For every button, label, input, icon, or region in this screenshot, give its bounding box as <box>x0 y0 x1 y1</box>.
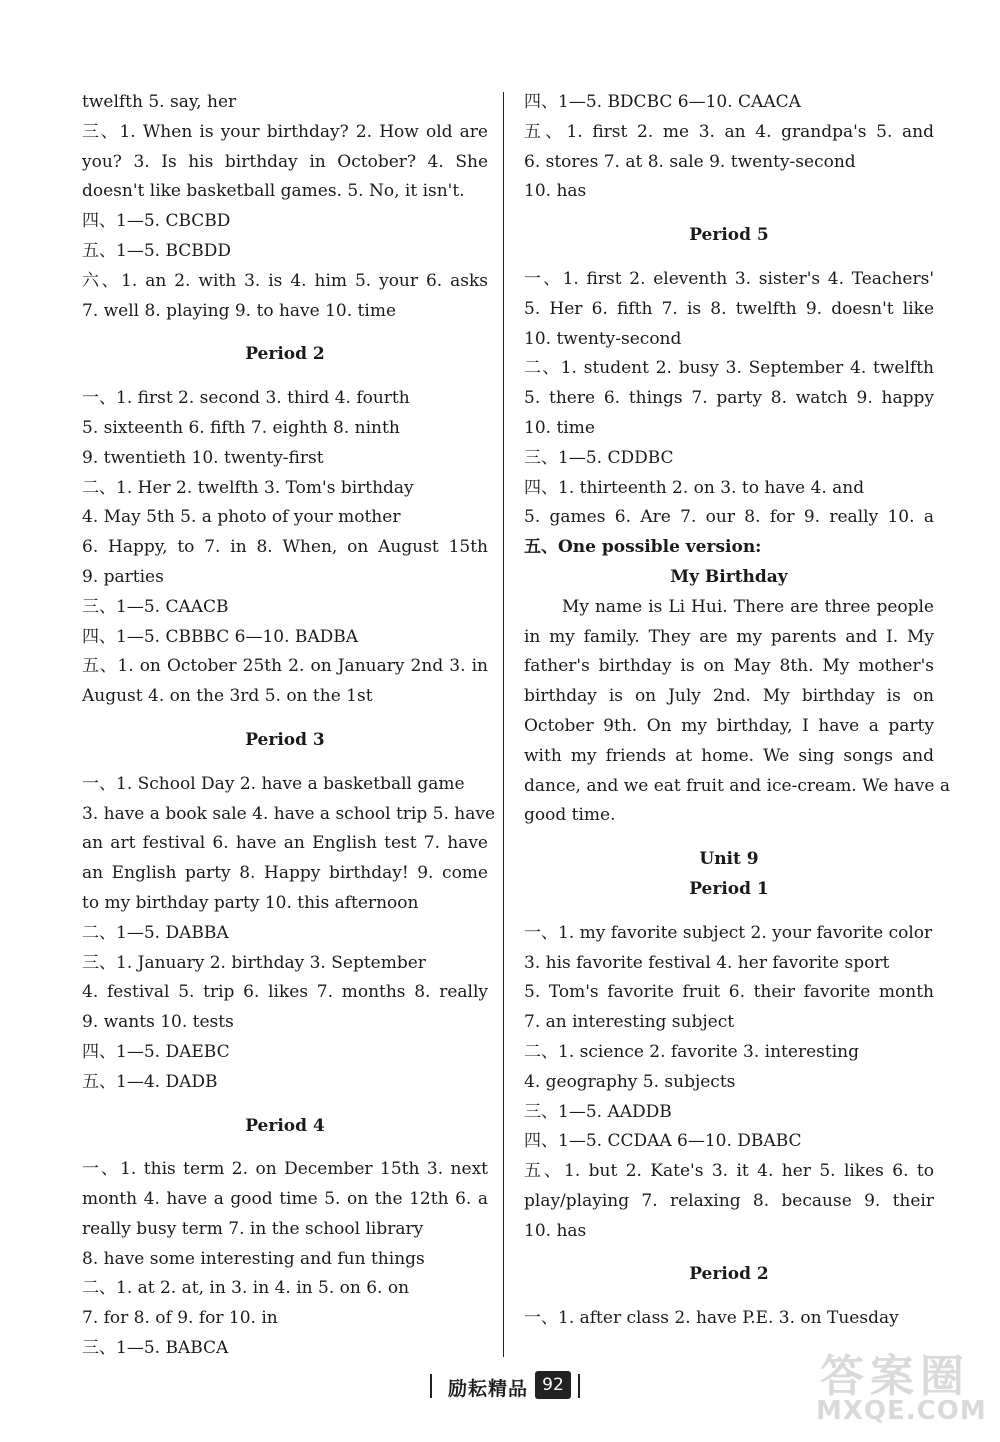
section-gap <box>82 1141 488 1155</box>
section-heading: Period 1 <box>689 878 769 899</box>
answer-line: with my friends at home. We sing songs and <box>524 745 934 766</box>
watermark-text: 答案圈 <box>820 1351 970 1402</box>
answer-line: 四、1—5. CBBBC 6—10. BADBA <box>82 626 359 647</box>
section-heading: Period 4 <box>245 1115 325 1136</box>
footer-right-bar <box>578 1374 580 1398</box>
answer-line: 四、1. thirteenth 2. on 3. to have 4. and <box>524 477 865 498</box>
answer-line: My name is Li Hui. There are three people <box>562 596 934 617</box>
answer-line: an art festival 6. have an English test 7. have <box>82 833 488 854</box>
answer-line: 5. Her 6. fifth 7. is 8. twelfth 9. doesn't like <box>524 298 934 319</box>
answer-line: 五、One possible version: <box>524 537 762 558</box>
section-heading: Period 2 <box>245 344 325 365</box>
section-gap <box>82 756 488 770</box>
answer-line: 三、1—5. CDDBC <box>524 447 674 468</box>
answer-line: 三、1—5. AADDB <box>524 1101 672 1122</box>
section-gap <box>524 207 934 221</box>
answer-line: 9. parties <box>82 566 164 587</box>
section-gap <box>82 1098 488 1112</box>
answer-line: 二、1. Her 2. twelfth 3. Tom's birthday <box>82 477 414 498</box>
answer-line: father's birthday is on May 8th. My mother's <box>524 656 934 677</box>
answer-line: 四、1—5. BDCBC 6—10. CAACA <box>524 92 801 112</box>
answer-line: month 4. have a good time 5. on the 12th 6. a <box>82 1189 488 1210</box>
answer-line: 三、1. January 2. birthday 3. September <box>82 952 426 973</box>
answer-line: 3. have a book sale 4. have a school trip 5. have <box>82 803 496 824</box>
answer-line: 10. has <box>524 1220 587 1241</box>
section-heading: Period 5 <box>689 225 769 246</box>
answer-line: 8. have some interesting and fun things <box>82 1248 425 1269</box>
column-divider <box>503 92 504 1357</box>
answer-line: 10. time <box>524 417 595 438</box>
answer-line: 一、1. first 2. eleventh 3. sister's 4. Teachers' <box>524 268 934 289</box>
right-column <box>524 88 950 1334</box>
answer-line: 5. Tom's favorite fruit 6. their favorite month <box>524 982 934 1003</box>
answer-line: 五、1—4. DADB <box>82 1071 218 1092</box>
answer-line: in my family. They are my parents and I. My <box>524 626 934 647</box>
answer-line: 一、1. School Day 2. have a basketball game <box>82 773 465 794</box>
left-column <box>82 88 496 1364</box>
section-heading: Period 3 <box>245 729 325 750</box>
answer-line: 四、1—5. CCDAA 6—10. DBABC <box>524 1131 802 1152</box>
section-gap <box>82 326 488 340</box>
answer-line: October 9th. On my birthday, I have a party <box>524 715 934 736</box>
answer-line: 9. twentieth 10. twenty-first <box>82 447 324 468</box>
answer-line: 3. his favorite festival 4. her favorite sport <box>524 952 890 973</box>
section-gap <box>82 370 488 384</box>
answer-line: 9. wants 10. tests <box>82 1012 234 1033</box>
answer-line: 5. sixteenth 6. fifth 7. eighth 8. ninth <box>82 417 400 438</box>
section-gap <box>524 1246 934 1260</box>
answer-line: 10. twenty-second <box>524 328 682 349</box>
section-gap <box>524 905 934 919</box>
answer-line: 7. for 8. of 9. for 10. in <box>82 1308 278 1329</box>
answer-line: play/playing 7. relaxing 8. because 9. their <box>524 1190 934 1211</box>
answer-line: 四、1—5. CBCBD <box>82 211 231 232</box>
footer-brand: 励耘精品 <box>448 1378 529 1400</box>
answer-line: 5. games 6. Are 7. our 8. for 9. really 10. a <box>524 507 934 528</box>
answer-line: 三、1—5. BABCA <box>82 1338 229 1359</box>
watermark-url: MXQE.COM <box>816 1396 987 1426</box>
answer-line: 一、1. my favorite subject 2. your favorite color <box>524 922 933 943</box>
answer-line: 五、1. but 2. Kate's 3. it 4. her 5. likes 6. to <box>524 1161 934 1182</box>
answer-line: birthday is on July 2nd. My birthday is on <box>524 686 934 707</box>
answer-line: 五、1—5. BCBDD <box>82 240 232 261</box>
answer-line: 二、1. student 2. busy 3. September 4. twelfth <box>524 358 934 379</box>
section-gap <box>524 1290 934 1304</box>
answer-line: 三、1. When is your birthday? 2. How old are <box>82 121 488 142</box>
answer-line: 一、1. first 2. second 3. third 4. fourth <box>82 388 410 409</box>
answer-line: you? 3. Is his birthday in October? 4. She <box>82 151 488 172</box>
footer-left-bar <box>430 1374 432 1398</box>
answer-line: 一、1. after class 2. have P.E. 3. on Tuesday <box>524 1308 899 1329</box>
answer-line: 4. festival 5. trip 6. likes 7. months 8. really <box>82 982 488 1003</box>
page-number: 92 <box>535 1371 571 1399</box>
answer-line: 二、1. at 2. at, in 3. in 4. in 5. on 6. on <box>82 1278 410 1299</box>
answer-line: 7. an interesting subject <box>524 1012 735 1033</box>
answer-line: 四、1—5. DAEBC <box>82 1041 230 1062</box>
answer-line: 三、1—5. CAACB <box>82 596 229 617</box>
section-gap <box>524 251 934 265</box>
answer-line: an English party 8. Happy birthday! 9. come <box>82 863 488 884</box>
essay-title: My Birthday <box>670 566 788 587</box>
answer-line: 10. has <box>524 181 587 202</box>
answer-line: good time. <box>524 805 616 826</box>
answer-line: 4. geography 5. subjects <box>524 1071 736 1092</box>
answer-line: 六、1. an 2. with 3. is 4. him 5. your 6. asks <box>82 270 488 291</box>
answer-line: doesn't like basketball games. 5. No, it isn't. <box>82 181 465 202</box>
section-gap <box>524 831 934 845</box>
section-heading: Unit 9 <box>699 849 759 870</box>
watermark <box>810 1340 988 1438</box>
answer-line: dance, and we eat fruit and ice-cream. We have a <box>524 775 950 796</box>
answer-line: 二、1—5. DABBA <box>82 922 229 943</box>
answer-line: 6. Happy, to 7. in 8. When, on August 15th <box>82 537 488 558</box>
answer-line: 5. there 6. things 7. party 8. watch 9. happy <box>524 388 934 409</box>
answer-line: 五、1. first 2. me 3. an 4. grandpa's 5. and <box>524 121 934 142</box>
answer-line: twelfth 5. say, her <box>82 92 237 112</box>
answer-line: 五、1. on October 25th 2. on January 2nd 3. in <box>82 656 488 677</box>
answer-line: to my birthday party 10. this afternoon <box>82 892 419 913</box>
answer-line: 一、1. this term 2. on December 15th 3. next <box>82 1159 488 1180</box>
section-heading: Period 2 <box>689 1264 769 1285</box>
answer-line: 二、1. science 2. favorite 3. interesting <box>524 1041 859 1062</box>
section-gap <box>82 712 488 726</box>
answer-line: 7. well 8. playing 9. to have 10. time <box>82 300 397 321</box>
answer-line: 6. stores 7. at 8. sale 9. twenty-second <box>524 151 856 172</box>
answer-line: August 4. on the 3rd 5. on the 1st <box>82 686 373 707</box>
answer-line: really busy term 7. in the school library <box>82 1218 424 1239</box>
answer-line: 4. May 5th 5. a photo of your mother <box>82 507 401 528</box>
